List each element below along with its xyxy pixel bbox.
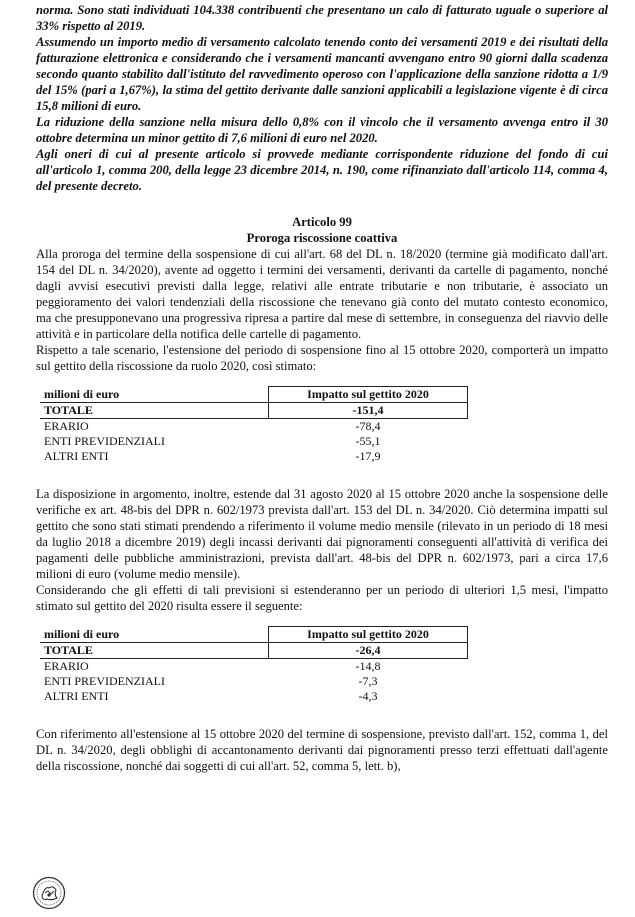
row-label: ALTRI ENTI: [44, 449, 109, 463]
row-value: -78,4: [355, 419, 381, 433]
impact-table-2: [40, 626, 468, 704]
row-label: ENTI PREVIDENZIALI: [44, 434, 165, 448]
row-label: ALTRI ENTI: [44, 689, 109, 703]
row-label: ERARIO: [44, 419, 89, 433]
table-total-row: [40, 643, 468, 659]
table-row: [40, 449, 468, 464]
table-row: [40, 659, 468, 675]
table-header-row: [40, 387, 468, 403]
table-row: [40, 419, 468, 435]
article-title: Proroga riscossione coattiva: [246, 231, 398, 245]
table-row: [40, 674, 468, 689]
table-header-impact: Impatto sul gettito 2020: [269, 387, 468, 403]
row-value: -7,3: [358, 674, 378, 688]
body-paragraph: Alla proroga del termine della sospensione di cui all'art. 68 del DL n. 18/2020 (termine già modificato dall'art. 154 del DL n. 34/2020), avente ad oggetto i termini dei versamenti, derivanti da cartelle di pagamento, nonché dagli avvisi esecutivi previsti dalla legge, relativi alle entrate tributarie e non tributarie, è associato un peggioramento dei valori tendenziali della riscossione che tenevano già conto del mutato contesto economico, ma che presupponevano una progressiva ripresa a partire dal mese di settembre, in conseguenza del riavvio delle attività e in particolare della notifica delle cartelle di pagamento.: [36, 247, 608, 341]
intro-paragraph: La riduzione della sanzione nella misura dello 0,8% con il vincolo che il versamento avvenga entro il 30 ottobre determina un minor gettito di 7,6 milioni di euro nel 2020.: [36, 115, 608, 145]
row-label: ENTI PREVIDENZIALI: [44, 674, 165, 688]
impact-table-1: [40, 386, 468, 464]
row-label: ERARIO: [44, 659, 89, 673]
table-row: [40, 434, 468, 449]
row-value: -55,1: [355, 434, 381, 448]
table-header-impact: Impatto sul gettito 2020: [269, 627, 468, 643]
table-header-unit: milioni di euro: [40, 387, 269, 403]
document-page: [36, 2, 608, 774]
intro-paragraph: Agli oneri di cui al presente articolo si provvede mediante corrispondente riduzione del fondo di cui all'articolo 1, comma 200, della legge 23 dicembre 2014, n. 190, come rifinanziato dall'articolo 114, comma 4, del presente decreto.: [36, 147, 608, 193]
row-value: -17,9: [355, 449, 381, 463]
intro-italic-block: [36, 2, 608, 194]
seal-stamp-icon: [32, 876, 66, 910]
body-paragraph: Considerando che gli effetti di tali previsioni si estenderanno per un periodo di ulteriori 1,5 mesi, l'impatto stimato sul gettito del 2020 risulta essere il seguente:: [36, 583, 608, 613]
body-paragraph: La disposizione in argomento, inoltre, estende dal 31 agosto 2020 al 15 ottobre 2020 anche la sospensione delle verifiche ex art. 48-bis del DPR n. 602/1973 prevista dall'art. 153 del DL n. 34/2020. Ciò determina impatti sul gettito che sono stati stimati prendendo a riferimento il volume medio mensile (rilevato in un periodo di 18 mesi da luglio 2018 a dicembre 2019) degli incassi derivanti dai pignoramenti conseguenti all'attività di verifica dei pagamenti delle pubbliche amministrazioni, prevista dall'art. 48-bis del DPR n. 602/1973, pari a circa 17,6 milioni di euro (volume medio mensile).: [36, 487, 608, 581]
article-number: Articolo 99: [292, 215, 352, 229]
row-value: -14,8: [355, 659, 381, 673]
table-header-row: [40, 627, 468, 643]
body-paragraph: Rispetto a tale scenario, l'estensione del periodo di sospensione fino al 15 ottobre 2020, comporterà un impatto sul gettito della riscossione da ruolo 2020, così stimato:: [36, 343, 608, 373]
table-total-row: [40, 403, 468, 419]
table-row: [40, 689, 468, 704]
total-label: TOTALE: [40, 643, 269, 659]
total-value: -151,4: [269, 403, 468, 419]
total-label: TOTALE: [40, 403, 269, 419]
body-paragraph: Con riferimento all'estensione al 15 ottobre 2020 del termine di sospensione, previsto dall'art. 152, comma 1, del DL n. 34/2020, degli obblighi di accantonamento derivanti dai pignoramenti presso terzi effettuati dall'agente della riscossione, nonché dai soggetti di cui all'art. 52, comma 5, lett. b),: [36, 727, 608, 773]
total-value: -26,4: [269, 643, 468, 659]
intro-paragraph: norma. Sono stati individuati 104.338 contribuenti che presentano un calo di fatturato uguale o superiore al 33% rispetto al 2019.: [36, 3, 608, 33]
row-value: -4,3: [358, 689, 378, 703]
table-header-unit: milioni di euro: [40, 627, 269, 643]
intro-paragraph: Assumendo un importo medio di versamento calcolato tenendo conto dei versamenti 2019 e dei risultati della fatturazione elettronica e considerando che i versamenti mancanti avvengano entro 90 giorni dalla scadenza secondo quanto stabilito dall'istituto del ravvedimento operoso con l'applicazione della sanzione ridotta a 1/9 del 15% (pari a 1,67%), la stima del gettito derivante dalle sanzioni applicabili a legislazione vigente è di circa 15,8 milioni di euro.: [36, 35, 608, 113]
